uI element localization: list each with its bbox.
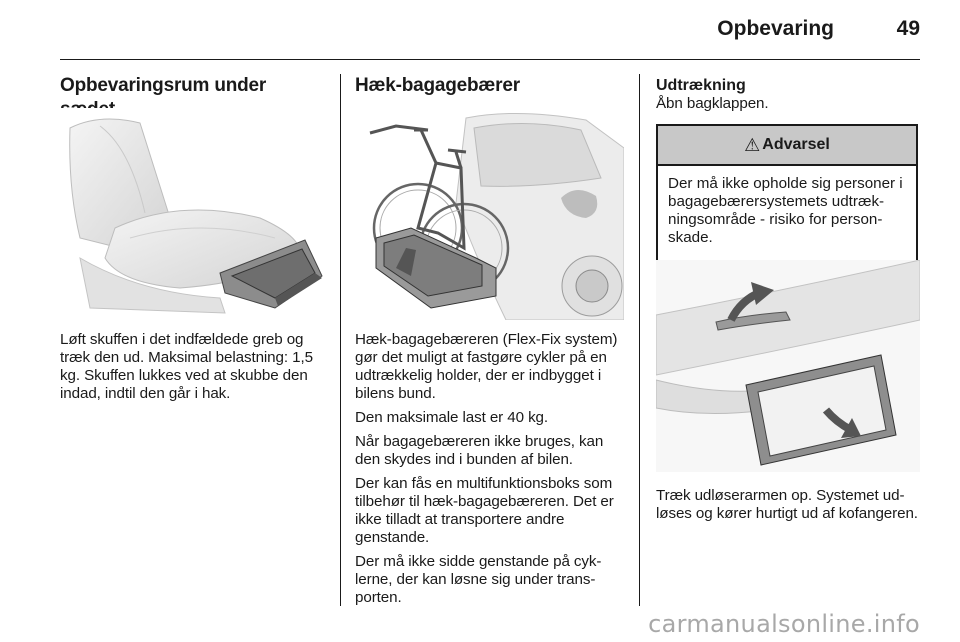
seat-drawer-illustration xyxy=(60,108,324,320)
rear-carrier-paragraph-5: Der må ikke sidde genstande på cyklerne, der kan løsne sig under transporten. xyxy=(355,553,602,606)
seat-storage-heading: Opbevaringsrum under xyxy=(60,75,267,96)
column-divider-2 xyxy=(639,74,640,606)
warning-text: Der må ikke opholde sig personer i bagagebærersystemets udtrækningsområde - risiko for personskade. xyxy=(668,175,903,246)
column-rear-carrier xyxy=(355,74,625,98)
warning-triangle-icon: ⚠ xyxy=(744,134,761,155)
warning-title: Advarsel xyxy=(762,136,830,153)
page-title: Opbevaring xyxy=(717,17,834,40)
seat-storage-paragraph: Løft skuffen i det indfældede greb og træk den ud. Maksimal belastning: 1,5 kg. Skuffen lukkes ved at skubbe den indad, indtil den går i hak. xyxy=(60,331,313,402)
extraction-paragraph: Træk udløserarmen op. Systemet udløses og kører hurtigt ud af kofangeren. xyxy=(656,487,918,522)
warning-header xyxy=(658,126,916,166)
watermark: carmanualsonline.info xyxy=(648,610,920,638)
rear-carrier-paragraph-4: Der kan fås en multifunktionsboks som tilbehør til hæk-bagagebæreren. Det er ikke tilladt at transportere andre genstande. xyxy=(355,475,614,546)
rear-carrier-paragraph-1: Hæk-bagagebæreren (Flex-Fix system) gør det muligt at fastgøre cykler på en udtrækkelig holder, der er indbygget i bilens bund. xyxy=(355,331,618,402)
page-number: 49 xyxy=(896,17,920,40)
extraction-text-block xyxy=(656,487,920,523)
extraction-intro: Åbn bagklappen. xyxy=(656,95,769,112)
warning-box xyxy=(656,124,918,276)
carrier-release-illustration xyxy=(656,260,920,472)
rear-carrier-text-block xyxy=(355,331,625,607)
column-extraction xyxy=(656,76,920,113)
extraction-heading: Udtrækning xyxy=(656,77,746,94)
rear-carrier-paragraph-3: Når bagagebæreren ikke bruges, kan den skydes ind i bunden af bilen. xyxy=(355,433,604,468)
bicycle-carrier-illustration xyxy=(356,108,624,320)
rear-carrier-paragraph-2: Den maksimale last er 40 kg. xyxy=(355,409,549,426)
column-divider-1 xyxy=(340,74,341,606)
seat-storage-text-block xyxy=(60,331,324,403)
rear-carrier-heading: Hæk-bagagebærer xyxy=(355,75,520,96)
header-rule xyxy=(60,59,920,60)
page-header xyxy=(0,0,960,64)
